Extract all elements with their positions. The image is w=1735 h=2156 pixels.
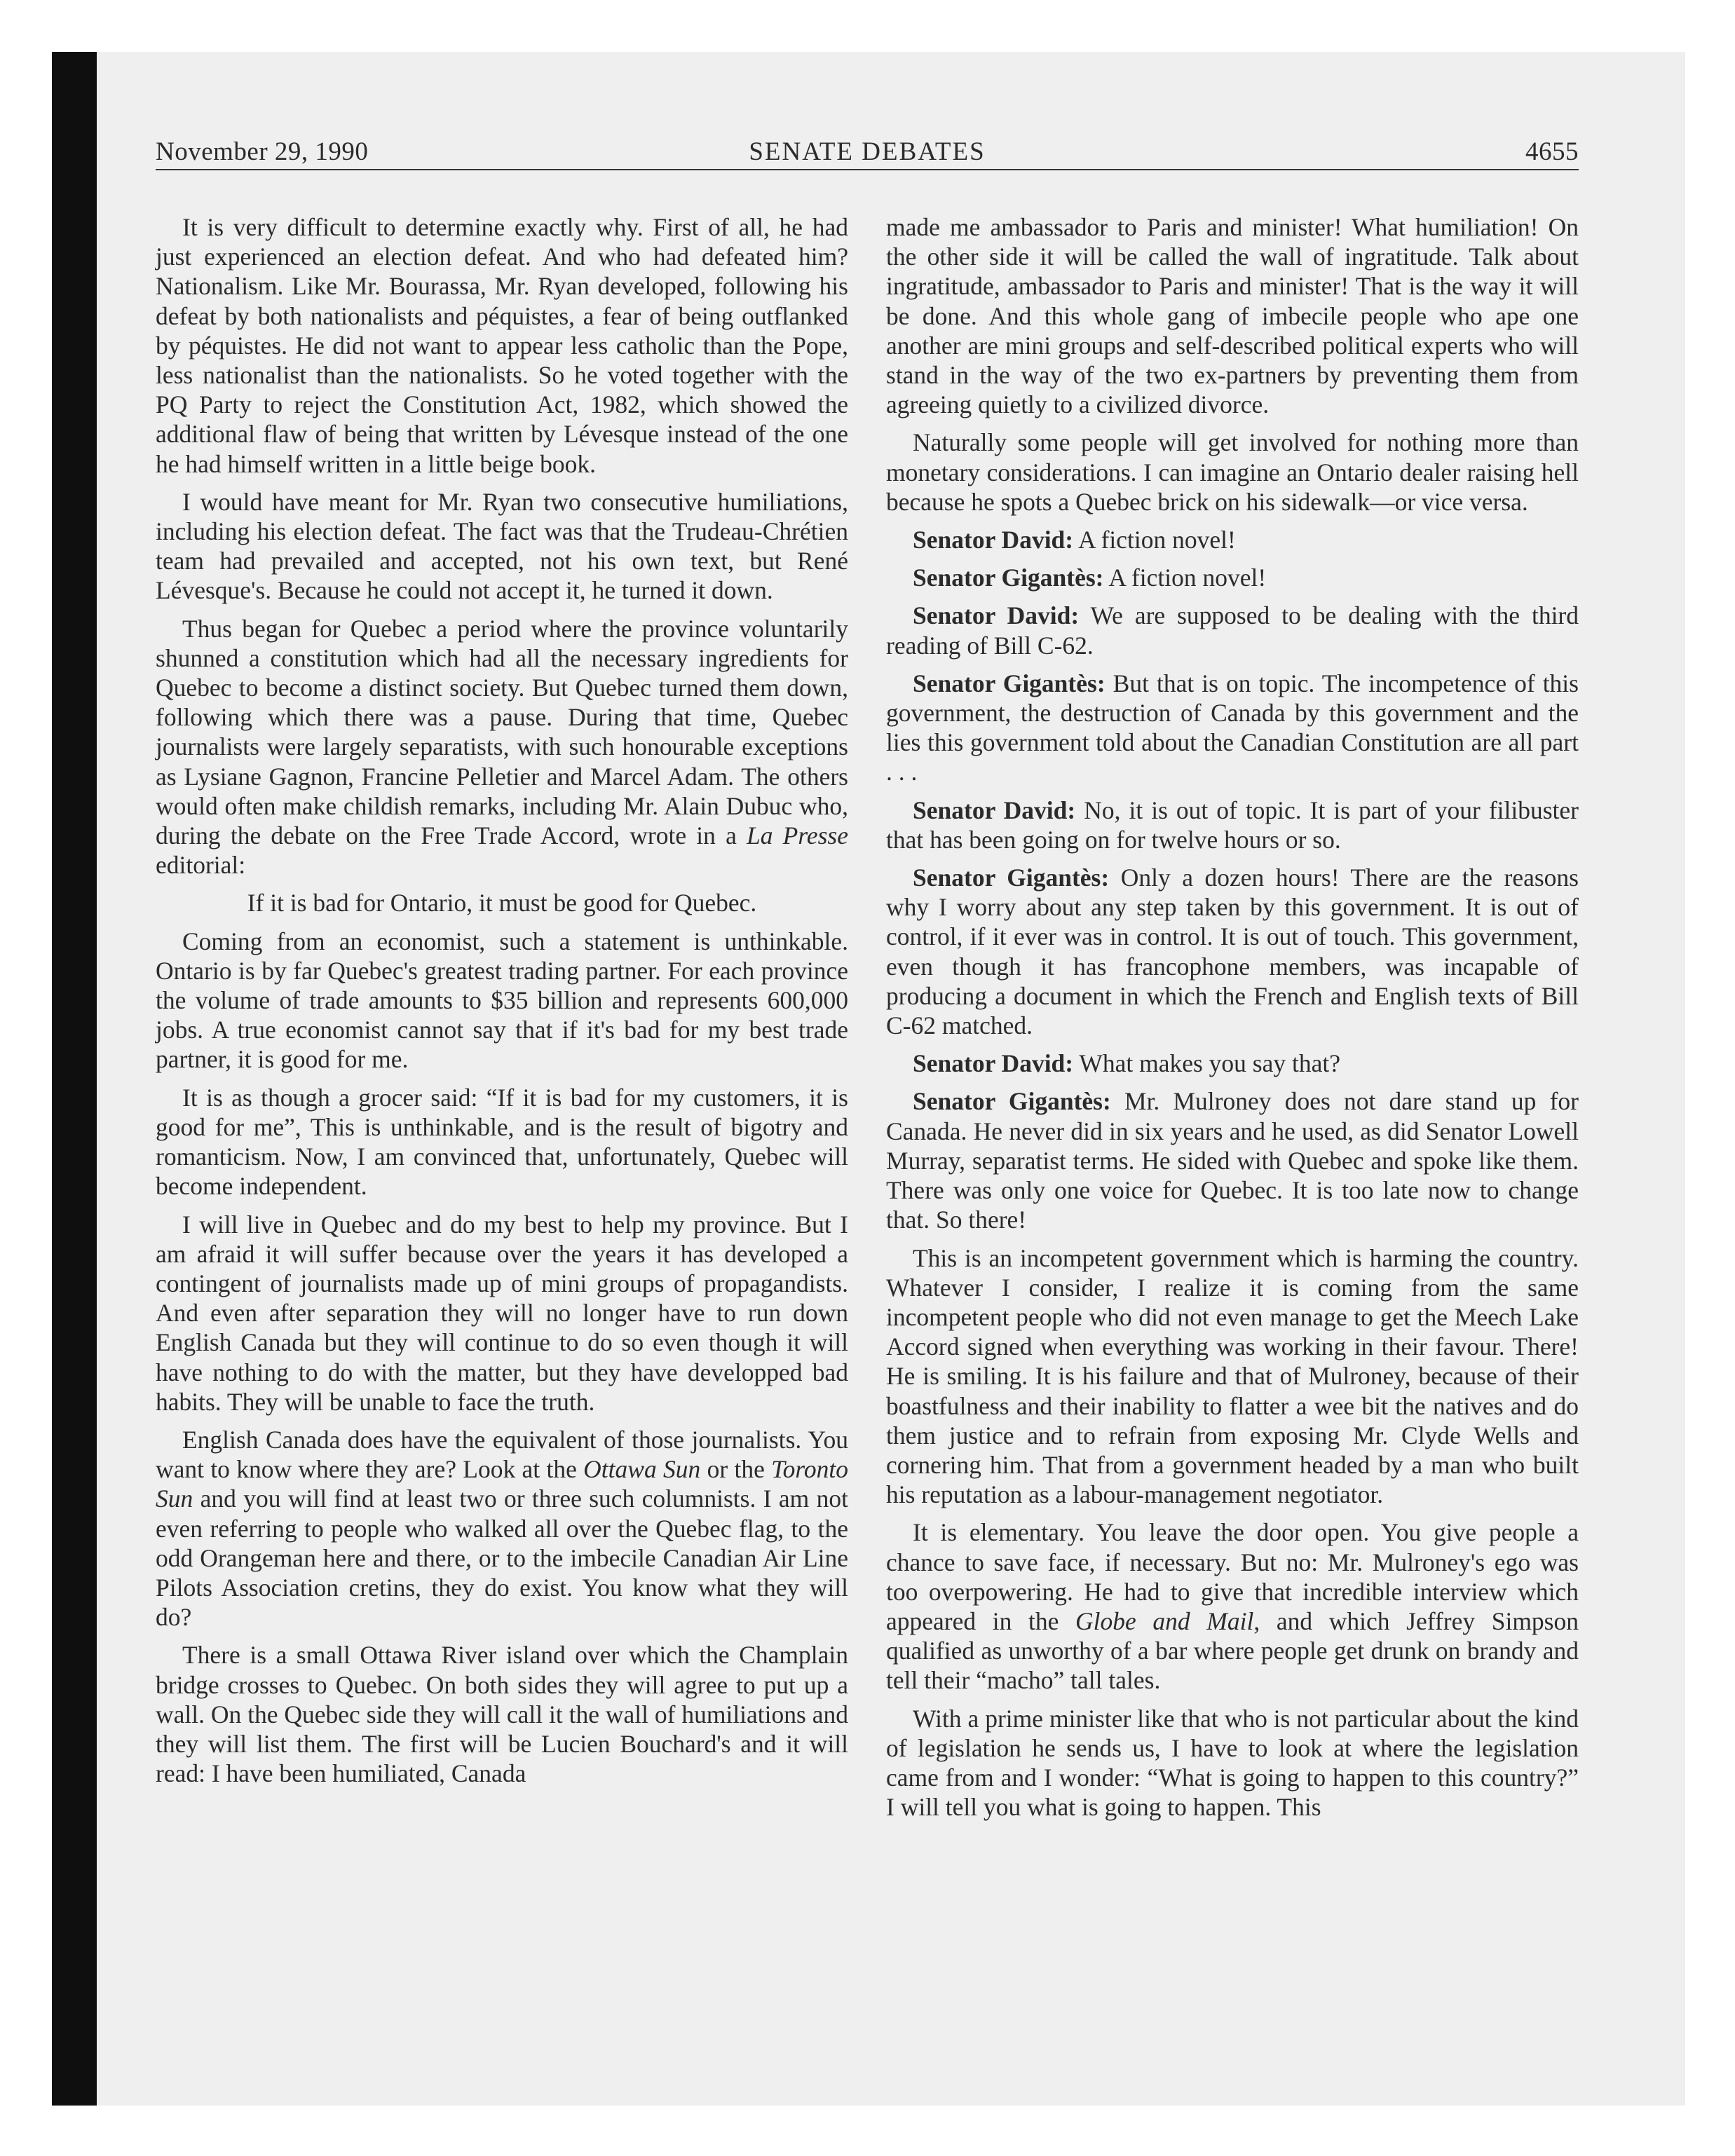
speech-text: A fiction novel!	[1073, 526, 1236, 554]
speaker-name: Senator David:	[913, 601, 1080, 630]
speech-entry	[886, 796, 1579, 854]
left-column	[156, 212, 848, 1796]
paragraph-text: English Canada does have the equivalent of those journalists. You want to know where they are? Look at the	[156, 1425, 848, 1484]
paragraph	[156, 1425, 848, 1632]
document-page	[156, 130, 1579, 2078]
paragraph-text: and you will find at least two or three such columnists. I am not even referring to people who walked all over the Quebec flag, to the odd Orangeman here and there, or to the imbecile Canadian Air Line Pilots Association cretins, they do exist. You know what they will do?	[156, 1485, 848, 1632]
paragraph: It is very difficult to determine exactly why. First of all, he had just experienced an election defeat. And who had defeated him? Nationalism. Like Mr. Bourassa, Mr. Ryan developed, following his defeat by both nationalists and péquistes, a fear of being outflanked by péquistes. He did not want to appear less catholic than the Pope, less nationalist than the nationalists. So he voted together with the PQ Party to reject the Constitution Act, 1982, which showed the additional flaw of being that written by Lévesque instead of the one he had himself written in a little beige book.	[156, 213, 848, 478]
paragraph	[156, 614, 848, 880]
speaker-name: Senator Gigantès:	[913, 564, 1104, 592]
right-column	[886, 212, 1579, 1830]
paragraph	[886, 1517, 1579, 1695]
paragraph: I would have meant for Mr. Ryan two consecutive humiliations, including his election defeat. The fact was that the Trudeau-Chrétien team had prevailed and accepted, not his own text, but René Lévesque's. Because he could not accept it, he turned it down.	[156, 487, 848, 605]
scan-binding-edge	[52, 52, 97, 2106]
running-header	[156, 130, 1579, 170]
block-quote: If it is bad for Ontario, it must be good for Quebec.	[247, 889, 757, 917]
paragraph: There is a small Ottawa River island over which the Champlain bridge crosses to Quebec. On both sides they will agree to put up a wall. On the Quebec side they will call it the wall of humiliations and they will list them. The first will be Lucien Bouchard's and it will read: I have been humiliated, Canada	[156, 1641, 848, 1788]
speech-entry	[886, 1086, 1579, 1234]
paragraph-text: editorial:	[156, 851, 246, 880]
paragraph-continued: made me ambassador to Paris and minister! What humiliation! On the other side it will be called the wall of ingratitude. Talk about ingratitude, ambassador to Paris and minister! That is the way it will be done. And this whole gang of imbecile people who ape one another are mini groups and self-described political experts who will stand in the way of the two ex-partners by preventing them from agreeing quietly to a civilized divorce.	[886, 213, 1579, 419]
newspaper-title: Ottawa Sun	[583, 1455, 701, 1484]
paragraph: It is as though a grocer said: “If it is bad for my customers, it is good for me”, This is unthinkable, and is the result of bigotry and romanticism. Now, I am convinced that, unfortunately, Quebec will become independent.	[156, 1083, 848, 1201]
speech-text: Only a dozen hours! There are the reasons why I worry about any step taken by this government. It is out of control, if it ever was in control. It is out of touch. This government, even though it has francophone members, was incapable of producing a document in which the French and English texts of Bill C-62 matched.	[886, 864, 1579, 1040]
speaker-name: Senator Gigantès:	[913, 864, 1110, 892]
paragraph: This is an incompetent government which is harming the country. Whatever I consider, I realize it is coming from the same incompetent people who did not even manage to get the Meech Lake Accord signed when everything was working in their favour. There! He is smiling. It is his failure and that of Mulroney, because of their boastfulness and their inability to flatter a wee bit the natives and do them justice and to refrain from exposing Mr. Clyde Wells and cornering him. That from a government headed by a man who built his reputation as a labour-management negotiator.	[886, 1243, 1579, 1509]
speech-text: What makes you say that?	[1073, 1049, 1340, 1078]
speech-text: No, it is out of topic. It is part of your filibuster that has been going on for twelve hours or so.	[886, 796, 1579, 854]
paragraph: With a prime minister like that who is not particular about the kind of legislation he sends us, I have to look at where the legislation came from and I wonder: “What is going to happen to this country?” I will tell you what is going to happen. This	[886, 1704, 1579, 1822]
speech-entry	[886, 1049, 1579, 1078]
speaker-name: Senator Gigantès:	[913, 1087, 1111, 1116]
speech-entry	[886, 669, 1579, 787]
header-date: November 29, 1990	[156, 137, 369, 166]
newspaper-title: La Presse	[747, 821, 848, 850]
speech-entry	[886, 863, 1579, 1040]
speech-text: Mr. Mulroney does not dare stand up for Canada. He never did in six years and he used, as did Senator Lowell Murray, separatist terms. He sided with Quebec and spoke like them. There was only one voice for Quebec. It is too late now to change that. So there!	[886, 1087, 1579, 1234]
speech-entry	[886, 563, 1579, 592]
paragraph-text: It is elementary. You leave the door open. You give people a chance to save face, if necessary. But no: Mr. Mulroney's ego was too overpowering. He had to give that incredible interview which appeared in the	[886, 1518, 1579, 1635]
header-title: SENATE DEBATES	[749, 137, 986, 166]
speech-text: A fiction novel!	[1103, 564, 1267, 592]
speech-text: But that is on topic. The incompetence of this government, the destruction of Canada by this government and the lies this government told about the Canadian Constitution are all part . . .	[886, 669, 1579, 786]
paragraph-text: , and which Jeffrey Simpson qualified as unworthy of a bar where people get drunk on brandy and tell their “macho” tall tales.	[886, 1606, 1579, 1695]
speaker-name: Senator David:	[913, 526, 1074, 554]
speech-entry	[886, 525, 1579, 554]
speech-entry	[886, 601, 1579, 660]
paragraph-text: Thus began for Quebec a period where the province voluntarily shunned a constitution which had all the necessary ingredients for Quebec to become a distinct society. But Quebec turned them down, following which there was a pause. During that time, Quebec journalists were largely separatists, with such honourable exceptions as Lysiane Gagnon, Francine Pelletier and Marcel Adam. The others would often make childish remarks, including Mr. Alain Dubuc who, during the debate on the Free Trade Accord, wrote in a	[156, 614, 848, 850]
speaker-name: Senator David:	[913, 796, 1076, 824]
speaker-name: Senator David:	[913, 1049, 1074, 1078]
paragraph: Naturally some people will get involved for nothing more than monetary considerations. I can imagine an Ontario dealer raising hell because he spots a Quebec brick on his sidewalk—or vice versa.	[886, 428, 1579, 516]
paragraph: Coming from an economist, such a statement is unthinkable. Ontario is by far Quebec's greatest trading partner. For each province the volume of trade amounts to $35 billion and represents 600,000 jobs. A true economist cannot say that if it's bad for my best trade partner, it is good for me.	[156, 927, 848, 1074]
newspaper-title: Globe and Mail	[1075, 1606, 1254, 1635]
speaker-name: Senator Gigantès:	[913, 669, 1105, 697]
paragraph-text: or the	[700, 1455, 772, 1484]
speech-text: We are supposed to be dealing with the third reading of Bill C-62.	[886, 601, 1579, 660]
newspaper-title: Toronto Sun	[156, 1455, 848, 1513]
paragraph: I will live in Quebec and do my best to help my province. But I am afraid it will suffer because over the years it has developed a contingent of journalists made up of mini groups of propagandists. And even after separation they will no longer have to run down English Canada but they will continue to do so even though it will have nothing to do with the matter, but they have developped bad habits. They will be unable to face the truth.	[156, 1210, 848, 1416]
header-page-number: 4655	[1525, 137, 1579, 166]
